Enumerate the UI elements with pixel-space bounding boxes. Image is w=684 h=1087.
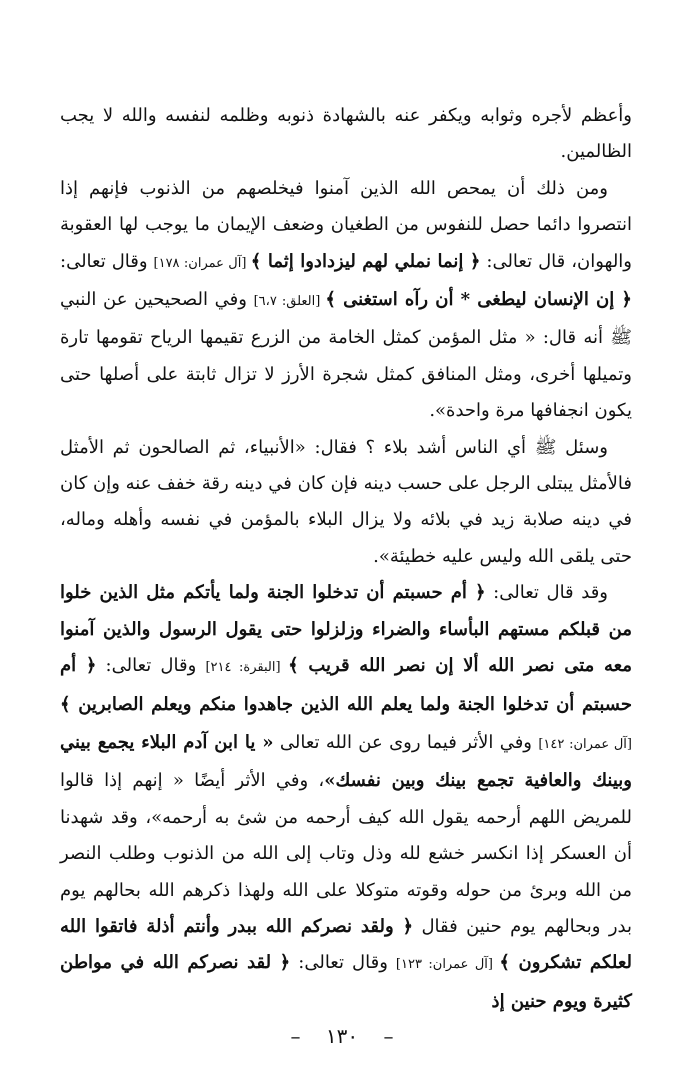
page-footer — [0, 1024, 684, 1048]
quran-verse: « يا ابن آدم البلاء يجمع بيني وبينك والعافية تجمع بينك وبين نفسك» — [60, 731, 632, 792]
quran-verse: ﴿ أم حسبتم أن تدخلوا الجنة ولما يأتكم مثل الذين خلوا من قبلكم مستهم البأساء والضراء وزلزلوا حتى يقول الرسول والذين آمنوا معه متى نصر الله ألا إن نصر الله قريب ﴾ — [60, 582, 632, 677]
quran-verse: ﴿ لقد نصركم الله في مواطن كثيرة ويوم حنين إذ — [60, 952, 632, 1012]
text-run: وقال تعالى: — [290, 952, 396, 974]
paragraph — [60, 98, 632, 171]
footer-dash-right: – — [290, 1024, 301, 1048]
text-run: ومن ذلك أن يمحص الله الذين آمنوا فيخلصهم من الذنوب فإنهم إذا انتصروا دائما حصل للنفوس من الطغيان وضعف الإيمان ما يوجب لها العقوبة والهوان، قال تعالى: — [60, 177, 632, 272]
footer-dash-left: – — [383, 1024, 394, 1048]
text-run: وقال تعالى: — [96, 655, 206, 677]
page-number: ١٣٠ — [325, 1024, 359, 1048]
verse-reference: [آل عمران: ١٧٨] — [153, 255, 251, 271]
body-text — [60, 98, 632, 1020]
paragraph — [60, 575, 632, 1020]
quran-verse: ﴿ إنما نملي لهم ليزدادوا إثما ﴾ — [250, 250, 481, 272]
paragraph — [60, 171, 632, 430]
verse-reference: [آل عمران: ١٤٢] — [538, 736, 632, 752]
text-run: وقد قال تعالى: — [485, 582, 608, 604]
verse-reference: [آل عمران: ١٢٣] — [395, 957, 500, 973]
text-run: ، وفي الأثر أيضًا « إنهم إذا قالوا للمريض اللهم أرحمه يقول الله كيف أرحمه من شئ به أرحمه»، وقد شهدنا أن العسكر إذا انكسر خشع لله وذل وتاب إلى الله من الذنوب وطلب النصر من الله وبرئ من حوله وقوته متوكلا على الله ولهذا ذكرهم الله بحالهم يوم بدر وبحالهم يوم حنين فقال — [60, 770, 632, 937]
text-run: وفي الصحيحين عن النبي ﷺ أنه قال: « مثل المؤمن كمثل الخامة من الزرع تقيمها الرياح تقومها تارة وتميلها أخرى، ومثل المنافق كمثل شجرة الأرز لا تزال ثابتة على أصلها حتى يكون انجفافها مرة واحدة». — [60, 289, 632, 422]
quran-verse: ﴿ أم حسبتم أن تدخلوا الجنة ولما يعلم الله الذين جاهدوا منكم ويعلم الصابرين ﴾ — [60, 655, 632, 715]
verse-reference: [البقرة: ٢١٤] — [205, 660, 289, 676]
paragraph — [60, 430, 632, 576]
verse-reference: [العلق: ٦،٧] — [253, 294, 326, 310]
text-run: وقال تعالى: — [60, 250, 154, 272]
text-run: وسئل ﷺ أي الناس أشد بلاء ؟ فقال: «الأنبياء، ثم الصالحون ثم الأمثل فالأمثل يبتلى الرجل على حسب دينه فإن كان في دينه رقة خفف عنه وإن كان في دينه صلابة زيد في بلائه ولا يزال البلاء بالمؤمن في نفسه وأهله وماله، حتى يلقى الله وليس عليه خطيئة». — [60, 436, 632, 567]
text-run: وفي الأثر فيما روى عن الله تعالى — [273, 731, 539, 753]
quran-verse: ﴿ إن الإنسان ليطغى * أن رآه استغنى ﴾ — [325, 289, 632, 311]
quran-verse: ﴿ ولقد نصركم الله ببدر وأنتم أذلة فاتقوا الله لعلكم تشكرون ﴾ — [60, 915, 632, 974]
text-run: وأعظم لأجره وثوابه ويكفر عنه بالشهادة ذنوبه وظلمه لنفسه والله لا يجب الظالمين. — [60, 105, 632, 163]
